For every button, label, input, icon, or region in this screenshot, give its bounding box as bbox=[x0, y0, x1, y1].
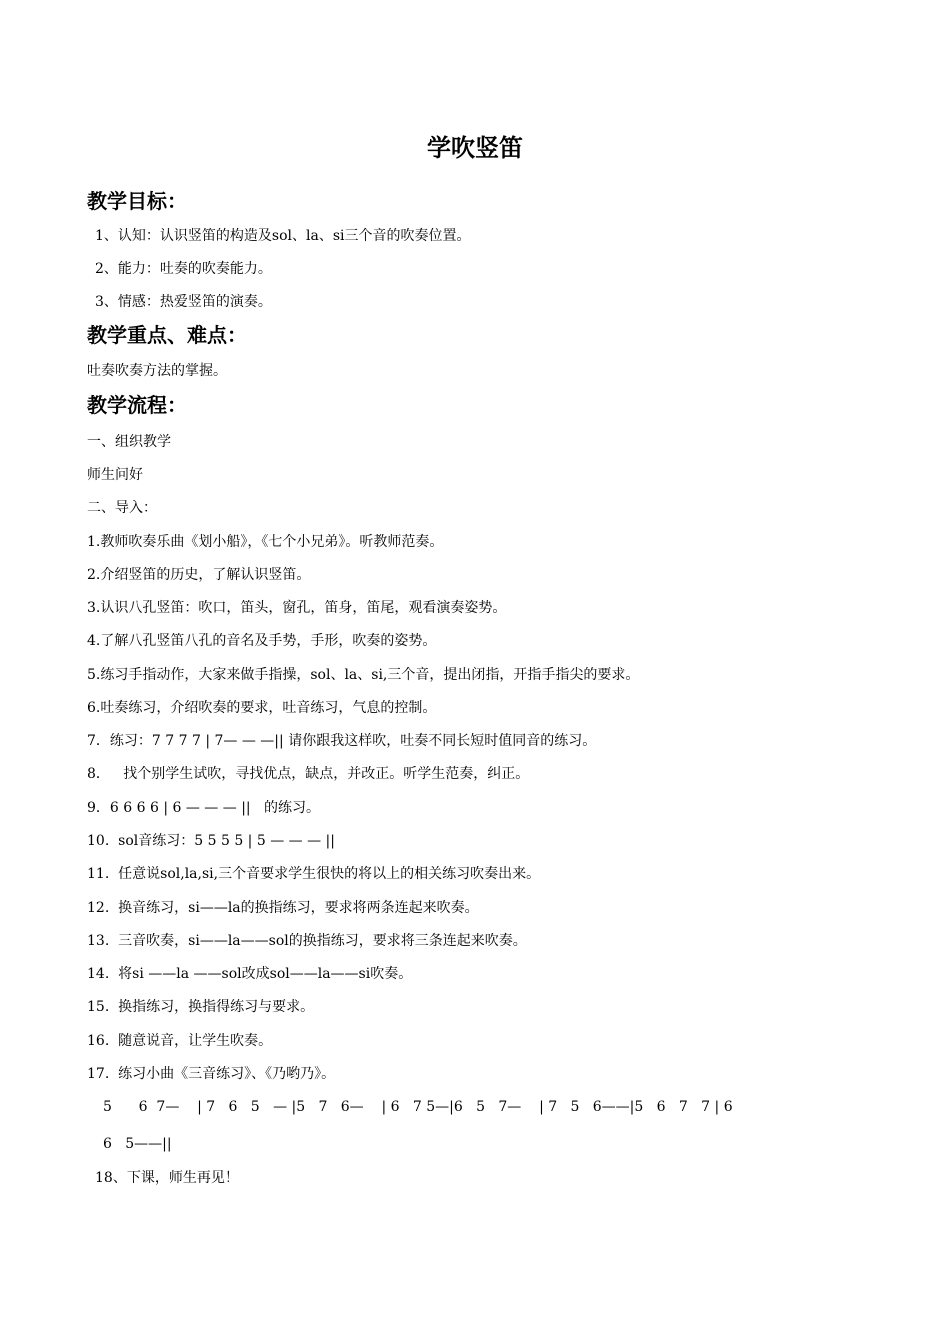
objectives-heading: 教学目标： bbox=[87, 189, 187, 213]
process-line: 1.教师吹奏乐曲《划小船》，《七个小兄弟》。听教师范奏。 bbox=[87, 534, 444, 550]
process-line: 9．6 6 6 6 | 6 — — — || 的练习。 bbox=[87, 800, 320, 816]
process-line: 3.认识八孔竖笛：吹口，笛头，窗孔，笛身，笛尾，观看演奏姿势。 bbox=[87, 600, 507, 616]
closing-line: 18、下课，师生再见！ bbox=[95, 1170, 239, 1186]
process-line: 8． 找个别学生试吹，寻找优点，缺点，并改正。听学生范奏，纠正。 bbox=[87, 766, 530, 782]
process-line: 7．练习：7 7 7 7 | 7— — —|| 请你跟我这样吹，吐奏不同长短时值同音的练习。 bbox=[87, 733, 597, 749]
notation-line: 5 6 7— | 7 6 5 — |5 7 6— | 6 7 5—|6 5 7— | 7 5 6——|5 6 7 7 | 6 bbox=[103, 1099, 733, 1115]
key-points-heading: 教学重点、难点： bbox=[87, 323, 247, 347]
process-line: 5.练习手指动作，大家来做手指操，sol、la、si,三个音，提出闭指，开指手指尖的要求。 bbox=[87, 667, 640, 683]
notation-line: 6 5——|| bbox=[103, 1136, 172, 1152]
objective-item: 1、认知：认识竖笛的构造及sol、la、si三个音的吹奏位置。 bbox=[95, 228, 471, 244]
key-points-text: 吐奏吹奏方法的掌握。 bbox=[87, 363, 227, 379]
process-line: 17. 练习小曲《三音练习》、《乃哟乃》。 bbox=[87, 1066, 336, 1082]
process-line: 二、导入： bbox=[87, 500, 157, 516]
process-line: 10. sol音练习：5 5 5 5 | 5 — — — || bbox=[87, 833, 335, 849]
page-title: 学吹竖笛 bbox=[427, 134, 523, 162]
process-line: 2.介绍竖笛的历史，了解认识竖笛。 bbox=[87, 567, 311, 583]
objective-item: 2、能力：吐奏的吹奏能力。 bbox=[95, 261, 272, 277]
process-line: 12. 换音练习，si——la的换指练习，要求将两条连起来吹奏。 bbox=[87, 900, 479, 916]
process-line: 13. 三音吹奏，si——la——sol的换指练习，要求将三条连起来吹奏。 bbox=[87, 933, 527, 949]
process-heading: 教学流程： bbox=[87, 393, 187, 417]
process-line: 6.吐奏练习，介绍吹奏的要求，吐音练习，气息的控制。 bbox=[87, 700, 437, 716]
process-line: 14. 将si ——la ——sol改成sol——la——si吹奏。 bbox=[87, 966, 413, 982]
process-line: 16. 随意说音，让学生吹奏。 bbox=[87, 1033, 273, 1049]
objective-item: 3、情感：热爱竖笛的演奏。 bbox=[95, 294, 272, 310]
process-line: 15. 换指练习，换指得练习与要求。 bbox=[87, 999, 315, 1015]
process-line: 师生问好 bbox=[87, 467, 143, 483]
process-line: 11. 任意说sol,la,si,三个音要求学生很快的将以上的相关练习吹奏出来。 bbox=[87, 866, 541, 882]
process-line: 4.了解八孔竖笛八孔的音名及手势，手形，吹奏的姿势。 bbox=[87, 633, 437, 649]
process-line: 一、组织教学 bbox=[87, 434, 171, 450]
